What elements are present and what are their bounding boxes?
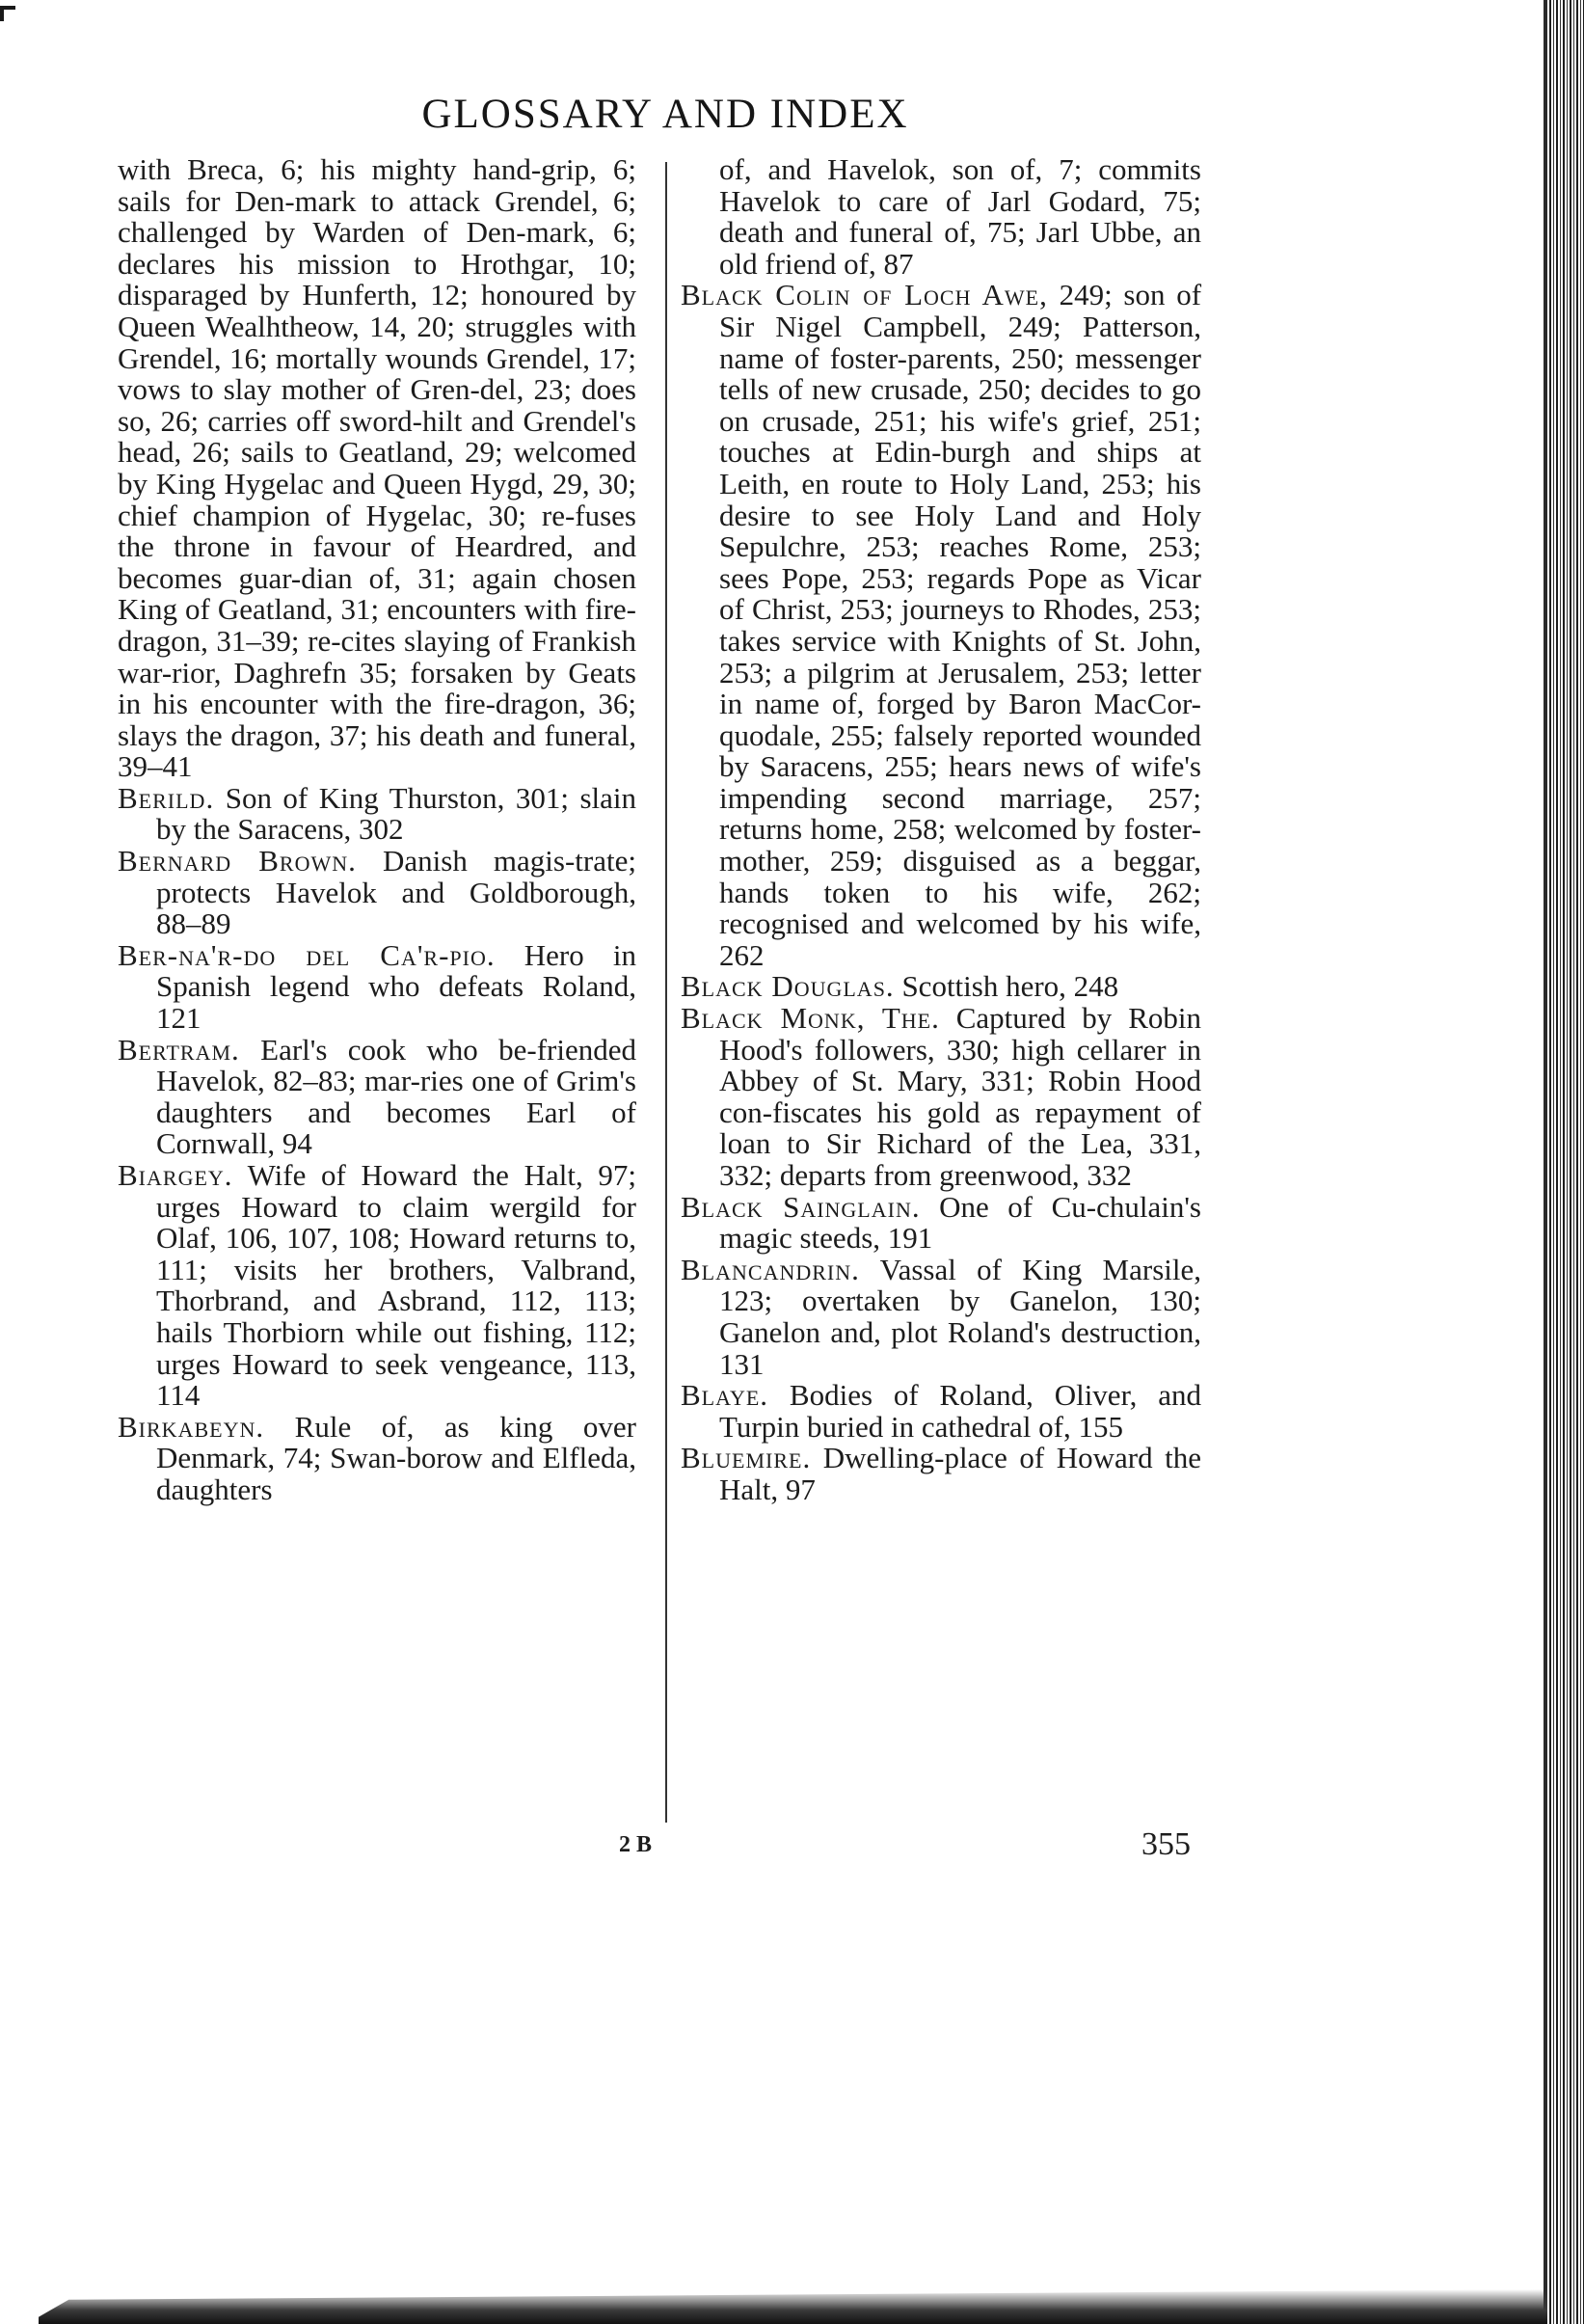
index-entry bbox=[681, 1443, 1201, 1505]
entry-text: with Breca, 6; his mighty hand-grip, 6; sails for Den-mark to attack Grendel, 6; challenged by Warden of Den-mark, 6; declares his mission to Hrothgar, 10; disparaged by Hunferth, 12; honoured by Queen Wealhtheow, 14, 20; struggles with Grendel, 16; mortally wounds Grendel, 17; vows to slay mother of Gren-del, 23; does so, 26; carries off sword-hilt and Grendel's head, 26; sails to Geatland, 29; welcomed by King Hygelac and Queen Hygd, 29, 30; chief champion of Hygelac, 30; re-fuses the throne in favour of Heardred, and becomes guar-dian of, 31; again chosen King of Geatland, 31; encounters with fire-dragon, 31–39; re-cites slaying of Frankish war-rior, Daghrefn 35; forsaken by Geats in his encounter with the fire-dragon, 36; slays the dragon, 37; his death and funeral, 39–41 bbox=[118, 152, 636, 784]
page-number: 355 bbox=[1141, 1826, 1191, 1862]
index-entry bbox=[681, 971, 1201, 1003]
index-entry bbox=[118, 780, 637, 847]
entry-headword: Black Sainglain. bbox=[681, 1189, 921, 1224]
index-entry bbox=[118, 1409, 637, 1506]
entry-headword: Berild. bbox=[118, 780, 215, 815]
index-entry bbox=[681, 1189, 1201, 1256]
index-entry bbox=[681, 1003, 1201, 1192]
right-column bbox=[681, 154, 1201, 1506]
entry-text: Scottish hero, 248 bbox=[901, 969, 1119, 1004]
index-entry bbox=[118, 1032, 636, 1161]
entry-text: One of Cu-chulain's magic steeds, 191 bbox=[719, 1189, 1201, 1256]
entry-text: Vassal of King Marsile, 123; overtaken by Ganelon, 130; Ganelon and, plot Roland's destruction, 131 bbox=[719, 1252, 1201, 1381]
entry-text: 249; son of Sir Nigel Campbell, 249; Patterson, name of foster-parents, 250; messenger tells of new crusade, 250; decides to go on crusade, 251; his wife's grief, 251; touches at Edin-burgh and ships at Leith, en route to Holy Land, 253; his desire to see Holy Land and Holy Sepulchre, 253; reaches Rome, 253; sees Pope, 253; regards Pope as Vicar of Christ, 253; journeys to Rhodes, 253; takes service with Knights of St. John, 253; a pilgrim at Jerusalem, 253; letter in name of, forged by Baron MacCor-quodale, 255; falsely reported wounded by Saracens, 255; hears news of wife's impending second marriage, 257; returns home, 258; welcomed by foster-mother, 259; disguised as a beggar, hands token to his wife, 262; recognised and welcomed by his wife, 262 bbox=[719, 278, 1202, 972]
entry-text: Son of King Thurston, 301; slain by the Saracens, 302 bbox=[156, 780, 637, 847]
entry-text: Hero in Spanish legend who defeats Roland, 121 bbox=[156, 937, 637, 1036]
index-entry-continued bbox=[681, 154, 1201, 280]
page-title: GLOSSARY AND INDEX bbox=[421, 92, 909, 137]
entry-headword: Black Monk, The. bbox=[681, 1001, 940, 1036]
entry-text: Danish magis-trate; protects Havelok and Goldborough, 88–89 bbox=[156, 844, 636, 941]
index-entry-continued bbox=[118, 154, 636, 783]
entry-text: Earl's cook who be-friended Havelok, 82–83; mar-ries one of Grim's daughters and becomes Earl of Cornwall, 94 bbox=[156, 1032, 636, 1161]
column-divider bbox=[665, 162, 667, 1823]
entry-headword: Bernard Brown. bbox=[118, 844, 357, 878]
signature-mark: 2 B bbox=[619, 1832, 653, 1857]
entry-text: of, and Havelok, son of, 7; commits Havelok to care of Jarl Godard, 75; death and funeral of, 75; Jarl Ubbe, an old friend of, 87 bbox=[719, 152, 1201, 281]
crop-mark bbox=[0, 6, 15, 21]
entry-headword: Blancandrin. bbox=[681, 1252, 860, 1286]
page-bottom-shadow bbox=[39, 2289, 1547, 2324]
entry-headword: Black Colin of Loch Awe, bbox=[681, 278, 1048, 312]
index-entry bbox=[118, 846, 636, 940]
entry-text: Dwelling-place of Howard the Halt, 97 bbox=[719, 1441, 1202, 1506]
entry-headword: Black Douglas. bbox=[681, 969, 895, 1004]
index-entry bbox=[681, 1380, 1201, 1443]
index-entry bbox=[681, 1252, 1201, 1381]
index-entry bbox=[118, 937, 637, 1036]
entry-headword: Blaye. bbox=[681, 1378, 769, 1413]
entry-headword: Bertram. bbox=[118, 1032, 240, 1067]
entry-text: Wife of Howard the Halt, 97; urges Howard to claim wergild for Olaf, 106, 107, 108; Howard returns to, 111; visits her brothers, Valbrand, Thorbrand, and Asbrand, 112, 113; hails Thorbiorn while out fishing, 112; urges Howard to seek vengeance, 113, 114 bbox=[156, 1158, 636, 1413]
entry-headword: Biargey. bbox=[118, 1158, 233, 1192]
index-entry bbox=[681, 280, 1201, 971]
entry-text: Bodies of Roland, Oliver, and Turpin buried in cathedral of, 155 bbox=[719, 1378, 1202, 1444]
book-spine bbox=[1547, 0, 1584, 2324]
entry-text: Captured by Robin Hood's followers, 330; high cellarer in Abbey of St. Mary, 331; Robin Hood con-fiscates his gold as repayment of loan to Sir Richard of the Lea, 331, 332; departs from greenwood, 332 bbox=[719, 1001, 1202, 1192]
entry-headword: Birkabeyn. bbox=[118, 1409, 265, 1444]
entry-text: Rule of, as king over Denmark, 74; Swan-borow and Elfleda, daughters bbox=[156, 1409, 637, 1506]
entry-headword: Bluemire. bbox=[681, 1441, 812, 1475]
index-entry bbox=[118, 1160, 636, 1412]
left-column bbox=[118, 154, 636, 1506]
entry-headword: Ber-na'r-do del Ca'r-pio. bbox=[118, 937, 496, 972]
